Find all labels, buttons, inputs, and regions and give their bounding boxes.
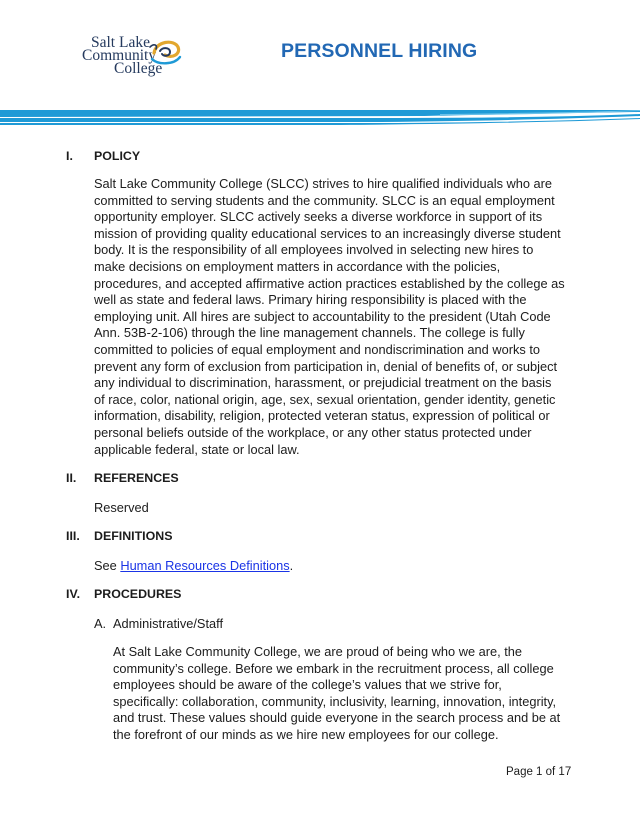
college-logo (82, 35, 187, 77)
policy-line: prevent any form of exclusion from participation in, denial of benefits of, or subject (94, 358, 558, 374)
section-number-policy: I. (66, 149, 73, 163)
section-title-policy: POLICY (94, 149, 141, 163)
procedures-line: community’s college. Before we embark in the recruitment process, all college (113, 660, 554, 676)
policy-paragraph (94, 176, 576, 458)
procedures-line: and trust. These values should guide everyone in the search process and be at (113, 710, 561, 726)
logo-swirl-icon (148, 37, 184, 67)
logo-text-line3: College (114, 60, 163, 77)
header-banner (0, 100, 640, 130)
policy-line: information, disability, religion, protected veteran status, expression of political or (94, 408, 550, 424)
section-title-procedures: PROCEDURES (94, 587, 182, 601)
section-title-references: REFERENCES (94, 471, 179, 485)
definitions-prefix: See (94, 558, 121, 573)
procedures-line: employees should be aware of the college’s values that we strive for, (113, 677, 502, 693)
procedures-paragraph (113, 644, 575, 744)
section-number-references: II. (66, 471, 77, 485)
page-title: PERSONNEL HIRING (281, 40, 478, 62)
policy-line: Ann. 53B-2-106) through the line management channels. The college is fully (94, 325, 525, 341)
subsection-title-administrative-staff: Administrative/Staff (113, 616, 224, 631)
policy-line: make decisions on employment matters in accordance with the policies, (94, 258, 501, 274)
logo-text-line1: Salt Lake (91, 34, 150, 51)
section-number-procedures: IV. (66, 587, 81, 601)
policy-line: committed to serving students and the community. SLCC is an equal employment (94, 192, 555, 208)
section-title-definitions: DEFINITIONS (94, 529, 173, 543)
policy-line: Salt Lake Community College (SLCC) strives to hire qualified individuals who are (94, 176, 553, 191)
policy-line: procedures, and accepted affirmative action practices established by the college as (94, 275, 565, 291)
subsection-letter-a: A. (94, 616, 107, 631)
policy-line: well as state and federal laws. Primary hiring responsibility is placed with the (94, 292, 527, 308)
definitions-suffix: . (289, 558, 294, 573)
logo-text-line2: Community (82, 47, 157, 64)
policy-line: body. It is the responsibility of all employees involved in selecting new hires to (94, 242, 534, 258)
procedures-line: specifically: collaboration, community, inclusivity, learning, innovation, integrity, (113, 693, 557, 709)
procedures-line: the forefront of our minds as we hire new employees for our college. (113, 726, 499, 742)
policy-line: any individual to discrimination, harassment, or prejudicial treatment on the basis (94, 375, 552, 391)
policy-line: mission of providing quality educational services to an increasingly diverse student (94, 225, 561, 241)
section-number-definitions: III. (66, 529, 80, 543)
human-resources-definitions-link[interactable]: Human Resources Definitions (120, 558, 290, 573)
policy-line: employing unit. All hires are subject to accountability to the president (Utah Code (94, 308, 551, 324)
procedures-line: At Salt Lake Community College, we are proud of being who we are, the (113, 644, 523, 659)
references-text: Reserved (94, 500, 149, 515)
policy-line: opportunity employer. SLCC actively seeks a diverse workforce in support of its (94, 209, 543, 225)
definitions-text (94, 558, 293, 573)
page-number: Page 1 of 17 (506, 766, 572, 778)
policy-line: applicable federal, state or local law. (94, 441, 300, 457)
policy-line: personal beliefs outside of the workplace, or any other status protected under (94, 424, 532, 440)
policy-line: committed to policies of equal employment and nondiscrimination and works to (94, 341, 540, 357)
policy-line: of race, color, national origin, age, sex, sexual orientation, gender identity, genetic (94, 391, 556, 407)
